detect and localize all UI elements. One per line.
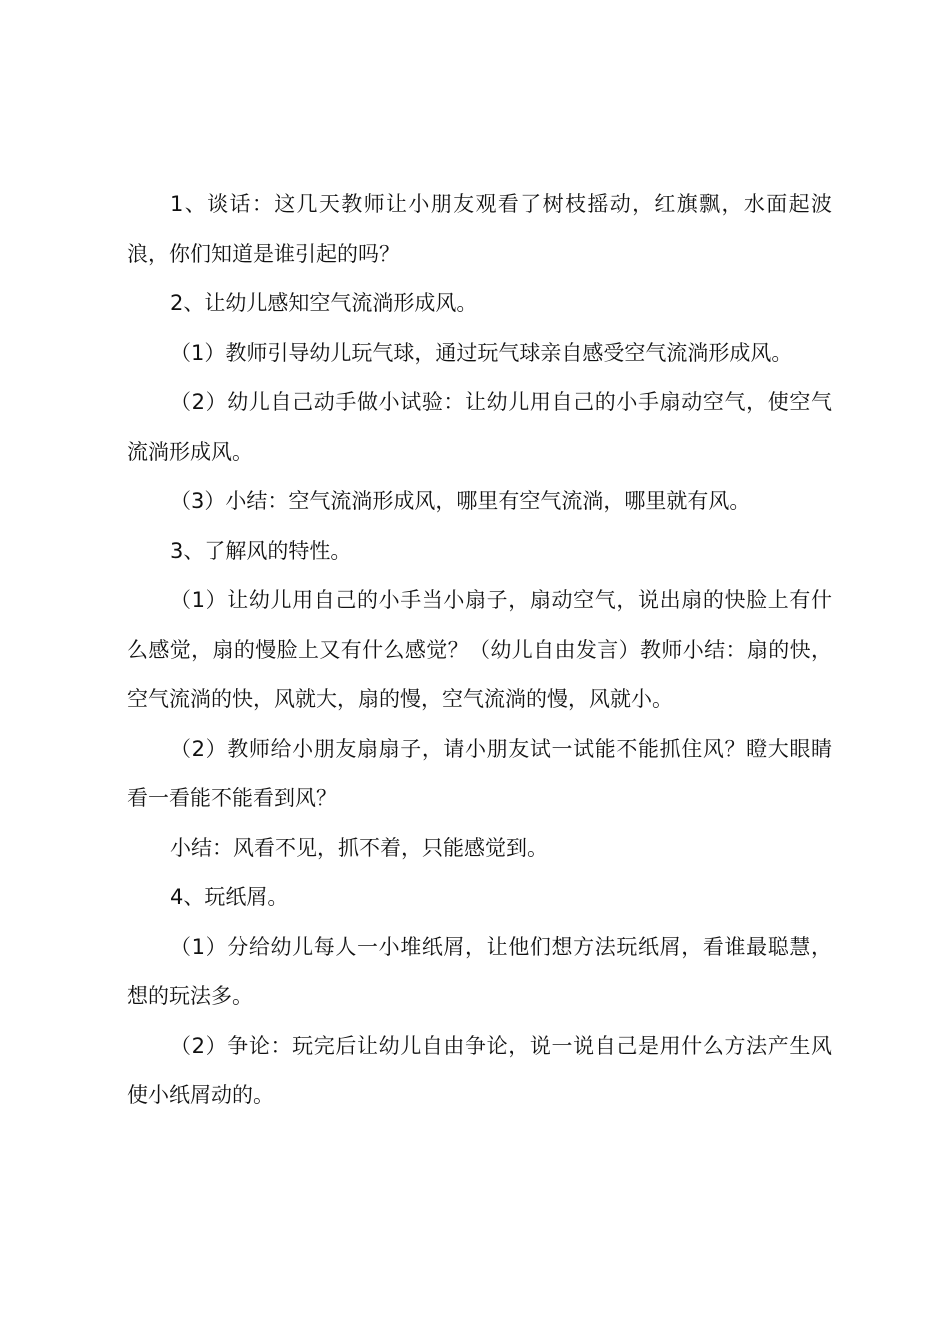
paragraph-4: （2）幼儿自己动手做小试验：让幼儿用自己的小手扇动空气，使空气流淌形成风。 xyxy=(127,390,832,464)
paragraph-9: 小结：风看不见，抓不着，只能感觉到。 xyxy=(170,835,548,860)
paragraph-12: （2）争论：玩完后让幼儿自由争论，说一说自己是用什么方法产生风使小纸屑动的。 xyxy=(127,1033,832,1107)
paragraph-6: 3、了解风的特性。 xyxy=(170,538,352,563)
paragraph-11: （1）分给幼儿每人一小堆纸屑，让他们想方法玩纸屑，看谁最聪慧，想的玩法多。 xyxy=(127,934,832,1008)
paragraph-8: （2）教师给小朋友扇扇子，请小朋友试一试能不能抓住风？瞪大眼睛看一看能不能看到风？ xyxy=(127,736,832,810)
paragraph-5: （3）小结：空气流淌形成风，哪里有空气流淌，哪里就有风。 xyxy=(170,489,751,513)
paragraph-1: 1、谈话：这几天教师让小朋友观看了树枝摇动，红旗飘，水面起波浪，你们知道是谁引起的吗？ xyxy=(127,192,832,266)
document-body xyxy=(127,180,832,1121)
paragraph-2: 2、让幼儿感知空气流淌形成风。 xyxy=(170,291,478,315)
paragraph-7: （1）让幼儿用自己的小手当小扇子，扇动空气，说出扇的快脸上有什么感觉，扇的慢脸上又有什么感觉？（幼儿自由发言）教师小结：扇的快，空气流淌的快，风就大，扇的慢，空气流淌的慢，风就小。 xyxy=(127,588,832,711)
paragraph-10: 4、玩纸屑。 xyxy=(170,885,289,909)
paragraph-3: （1）教师引导幼儿玩气球，通过玩气球亲自感受空气流淌形成风。 xyxy=(170,340,793,365)
